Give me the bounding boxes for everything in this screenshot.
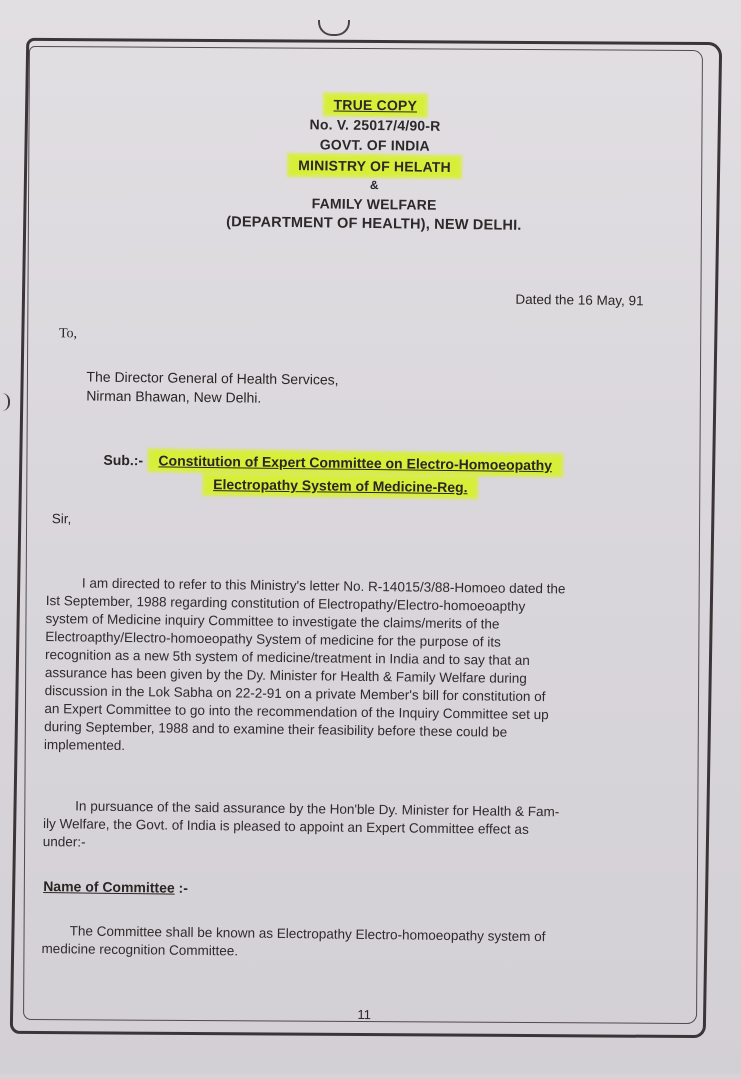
paragraph-1-line: recognition as a new 5th system of medicine/treatment in India and to say that an — [44, 647, 530, 668]
date-line: Dated the 16 May, 91 — [515, 291, 644, 309]
paragraph-1-line: discussion in the Lok Sabha on 22-2-91 on a private Member's bill for constitution of — [44, 683, 546, 705]
paragraph-1-line: assurance has been given by the Dy. Minister for Health & Family Welfare during — [44, 665, 527, 686]
family-welfare-heading: FAMILY WELFARE — [311, 195, 437, 213]
paragraph-1-line: Electroapthy/Electro-homoeopathy System of medicine for the purpose of its — [45, 629, 501, 650]
ampersand: & — [369, 177, 379, 193]
to-label: To, — [58, 326, 78, 342]
section-heading — [43, 878, 188, 896]
subject-line-2-text: Electropathy System of Medicine-Reg. — [205, 475, 476, 496]
paragraph-1-line: during September, 1988 and to examine their feasibility before these could be — [44, 719, 508, 740]
subject-line-2 — [205, 476, 476, 495]
section-heading-label: Name of Committee — [43, 878, 175, 896]
section-heading-suffix: :- — [174, 879, 189, 896]
subject-line-1 — [150, 452, 560, 473]
paragraph-1 — [44, 574, 660, 761]
salutation: Sir, — [51, 511, 72, 527]
addressee-line-2: Nirman Bhawan, New Delhi. — [86, 387, 262, 406]
paragraph-1-line: system of Medicine inquiry Committee to investigate the claims/merits of the — [45, 611, 500, 632]
paragraph-3-line: medicine recognition Committee. — [41, 941, 239, 959]
paragraph-1-line: Ist September, 1988 regarding constitution of Electropathy/Electro-homoeoapthy — [45, 593, 526, 614]
paragraph-1-line: an Expert Committee to go into the recommendation of the Inquiry Committee set up — [44, 701, 549, 723]
addressee-line-1: The Director General of Health Services, — [86, 368, 339, 388]
paragraph-3 — [41, 922, 655, 965]
department-heading: (DEPARTMENT OF HEALTH), NEW DELHI. — [226, 214, 522, 234]
true-copy-text: TRUE COPY — [325, 95, 425, 114]
file-number: No. V. 25017/4/90-R — [309, 116, 441, 134]
subject-line-1-text: Constitution of Expert Committee on Electro-Homoeopathy — [150, 451, 560, 474]
paragraph-1-line: implemented. — [43, 737, 126, 754]
paragraph-3-line: The Committee shall be known as Electropathy Electro-homoeopathy system of — [69, 923, 546, 945]
ministry-text: MINISTRY OF HELATH — [290, 156, 459, 176]
page-number: 11 — [357, 1006, 372, 1023]
subject-label: Sub.:- — [103, 451, 144, 469]
govt-of-india: GOVT. OF INDIA — [319, 136, 430, 154]
paragraph-2 — [43, 797, 658, 858]
paragraph-2-line: ily Welfare, the Govt. of India is pleased to appoint an Expert Committee effect as — [42, 816, 529, 837]
paragraph-2-line: under:- — [42, 834, 86, 850]
paragraph-2-line: In pursuance of the said assurance by the Hon'ble Dy. Minister for Health & Fam- — [75, 798, 560, 820]
paragraph-1-line: I am directed to refer to this Ministry's letter No. R-14015/3/88-Homoeo dated the — [81, 575, 566, 597]
